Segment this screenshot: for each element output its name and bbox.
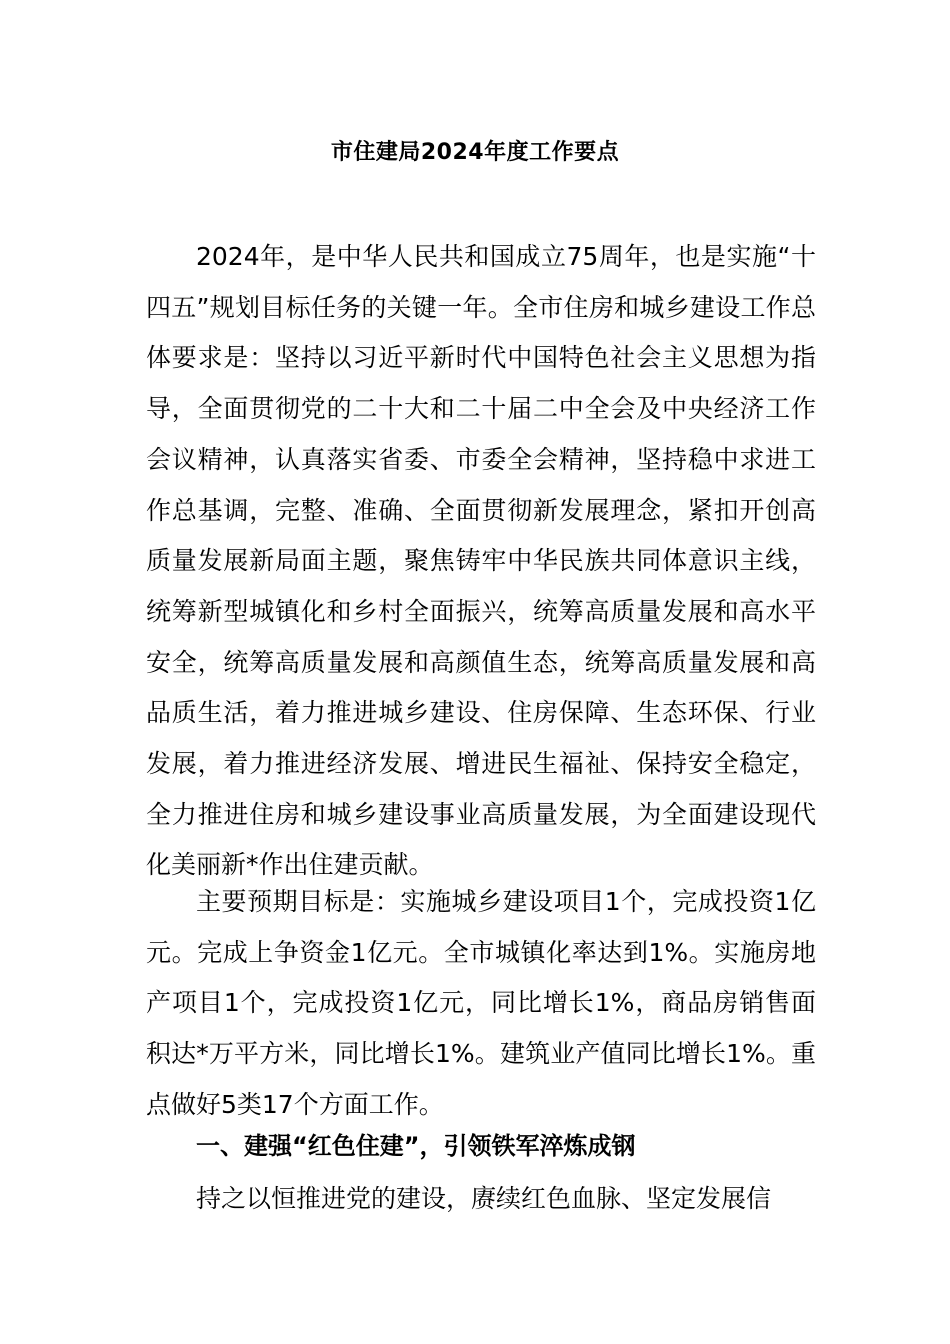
section-paragraph: 持之以恒推进党的建设，赓续红色血脉、坚定发展信	[196, 1184, 772, 1213]
document-title: 市住建局2024年度工作要点	[330, 140, 620, 165]
section-heading: 一、建强“红色住建”，引领铁军淬炼成钢	[196, 1132, 636, 1160]
intro-paragraph: 2024年，是中华人民共和国成立75周年，也是实施“十四五”规划目标任务的关键一年。全市住房和城乡建设工作总体要求是：坚持以习近平新时代中国特色社会主义思想为指导，全面贯彻党的二十大和二十届二中全会及中央经济工作会议精神，认真落实省委、市委全会精神，坚持稳中求进工作总基调，完整、准确、全面贯彻新发展理念，紧扣开创高质量发展新局面主题，聚焦铸牢中华民族共同体意识主线，统筹新型城镇化和乡村全面振兴，统筹高质量发展和高水平安全，统筹高质量发展和高颜值生态，统筹高质量发展和高品质生活，着力推进城乡建设、住房保障、生态环保、行业发展，着力推进经济发展、增进民生福祉、保持安全稳定，全力推进住房和城乡建设事业高质量发展，为全面建设现代化美丽新*作出住建贡献。	[146, 242, 816, 880]
targets-paragraph: 主要预期目标是：实施城乡建设项目1个，完成投资1亿元。完成上争资金1亿元。全市城镇化率达到1%。实施房地产项目1个，完成投资1亿元，同比增长1%，商品房销售面积达*万平方米，同比增长1%。建筑业产值同比增长1%。重点做好5类17个方面工作。	[146, 887, 816, 1119]
